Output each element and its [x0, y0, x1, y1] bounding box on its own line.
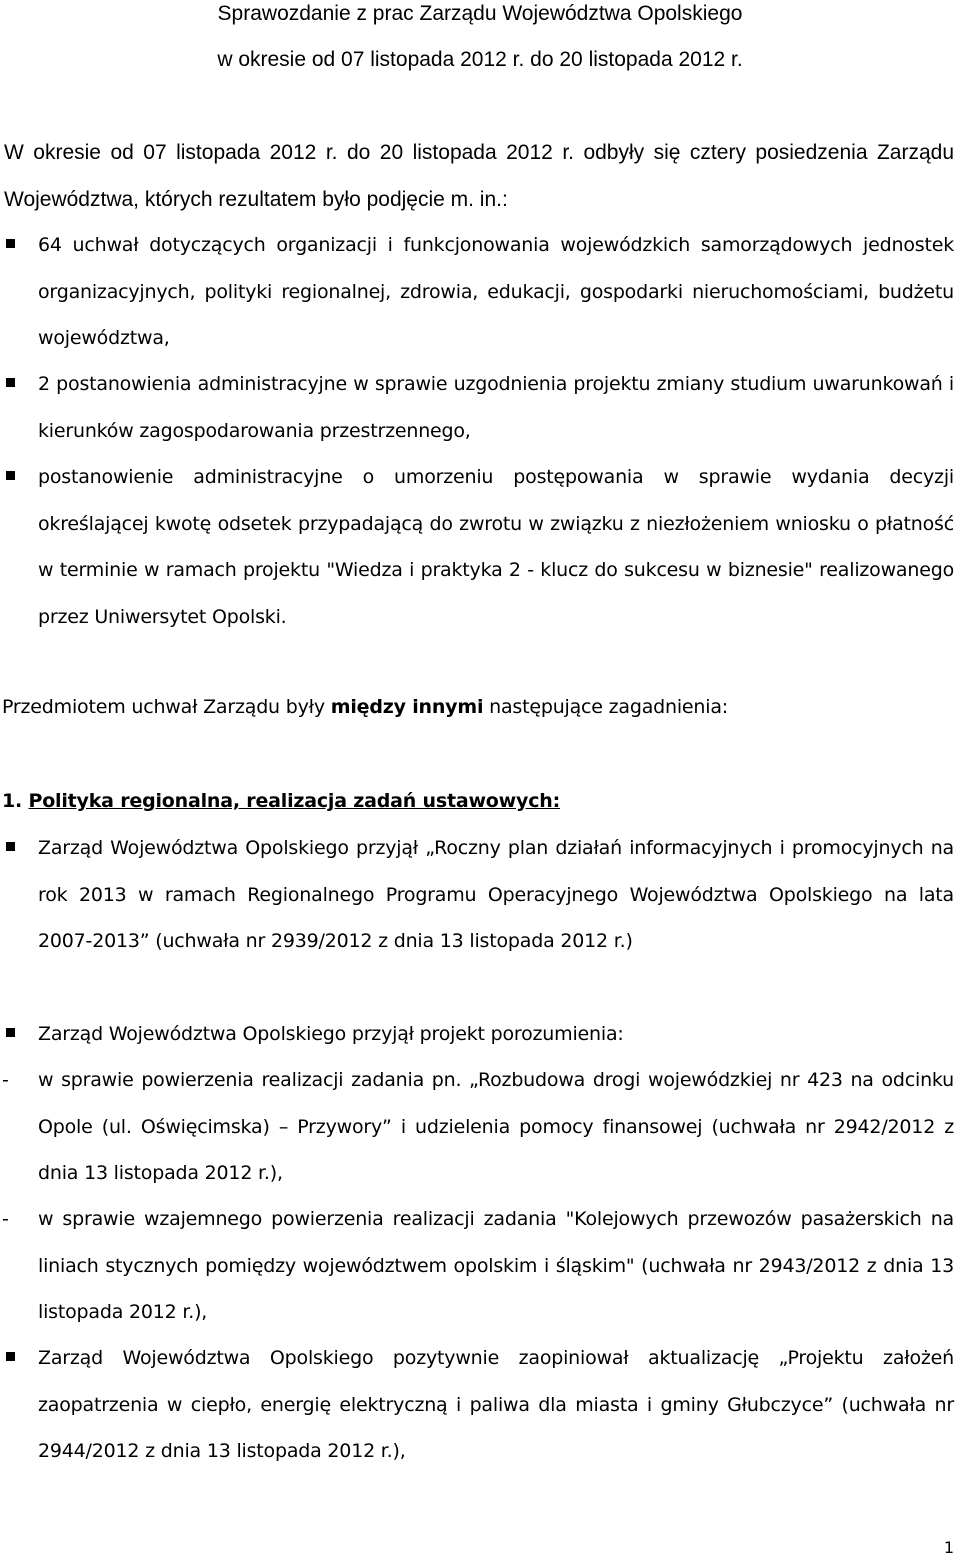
document-subtitle: w okresie od 07 listopada 2012 r. do 20 listopada 2012 r.: [217, 48, 743, 71]
section-number: 1.: [2, 790, 23, 812]
dash-marker: -: [2, 1069, 9, 1091]
section-title: Polityka regionalna, realizacja zadań ustawowych:: [28, 790, 560, 812]
page-number: 1: [943, 1538, 954, 1557]
section-item-heat-supply: Zarząd Województwa Opolskiego pozytywnie zaopiniował aktualizację „Projektu założeń zaopatrzenia w ciepło, energię elektryczną i paliwa dla miasta i gminy Głubczyce” (uchwała nr 2944/2012 z dnia 13 listopada 2012 r.),: [38, 1347, 954, 1462]
document-title: Sprawozdanie z prac Zarządu Województwa Opolskiego: [217, 2, 743, 25]
section-item-annual-plan: Zarząd Województwa Opolskiego przyjął „Roczny plan działań informacyjnych i promocyjnych na rok 2013 w ramach Regionalnego Programu Operacyjnego Województwa Opolskiego na lata 2007-2013” (uchwała nr 2939/2012 z dnia 13 listopada 2012 r.): [38, 837, 954, 952]
section-1-heading: [2, 786, 952, 816]
subject-paragraph: Przedmiotem uchwał Zarządu były między innymi następujące zagadnienia:: [2, 696, 728, 718]
square-bullet-icon: [6, 471, 15, 480]
summary-item-administrative-decisions: 2 postanowienia administracyjne w sprawie uzgodnienia projektu zmiany studium uwarunkowań i kierunków zagospodarowania przestrzennego,: [38, 373, 954, 442]
square-bullet-icon: [6, 842, 15, 851]
intro-paragraph: W okresie od 07 listopada 2012 r. do 20 listopada 2012 r. odbyły się cztery posiedzenia Zarządu Województwa, których rezultatem było podjęcie m. in.:: [4, 141, 954, 211]
emphasis-text: między innymi: [330, 696, 484, 718]
square-bullet-icon: [6, 1352, 15, 1361]
square-bullet-icon: [6, 239, 15, 248]
agreement-item-road: w sprawie powierzenia realizacji zadania pn. „Rozbudowa drogi wojewódzkiej nr 423 na odcinku Opole (ul. Oświęcimska) – Przywory” i udzielenia pomocy finansowej (uchwała nr 2942/2012 z dnia 13 listopada 2012 r.),: [38, 1069, 954, 1184]
summary-item-discontinuation: postanowienie administracyjne o umorzeniu postępowania w sprawie wydania decyzji określającej kwotę odsetek przypadającą do zwrotu w związku z niezłożeniem wniosku o płatność w terminie w ramach projektu "Wiedza i praktyka 2 - klucz do sukcesu w biznesie" realizowanego przez Uniwersytet Opolski.: [38, 466, 954, 628]
agreement-item-railway: w sprawie wzajemnego powierzenia realizacji zadania "Kolejowych przewozów pasażerskich na liniach stycznych pomiędzy województwem opolskim i śląskim" (uchwała nr 2943/2012 z dnia 13 listopada 2012 r.),: [38, 1208, 954, 1323]
square-bullet-icon: [6, 1028, 15, 1037]
summary-item-resolutions: 64 uchwał dotyczących organizacji i funkcjonowania wojewódzkich samorządowych jednostek organizacyjnych, polityki regionalnej, zdrowia, edukacji, gospodarki nieruchomościami, budżetu województwa,: [38, 234, 954, 349]
section-item-agreement: Zarząd Województwa Opolskiego przyjął projekt porozumienia:: [38, 1023, 624, 1045]
dash-marker: -: [2, 1208, 9, 1230]
square-bullet-icon: [6, 378, 15, 387]
